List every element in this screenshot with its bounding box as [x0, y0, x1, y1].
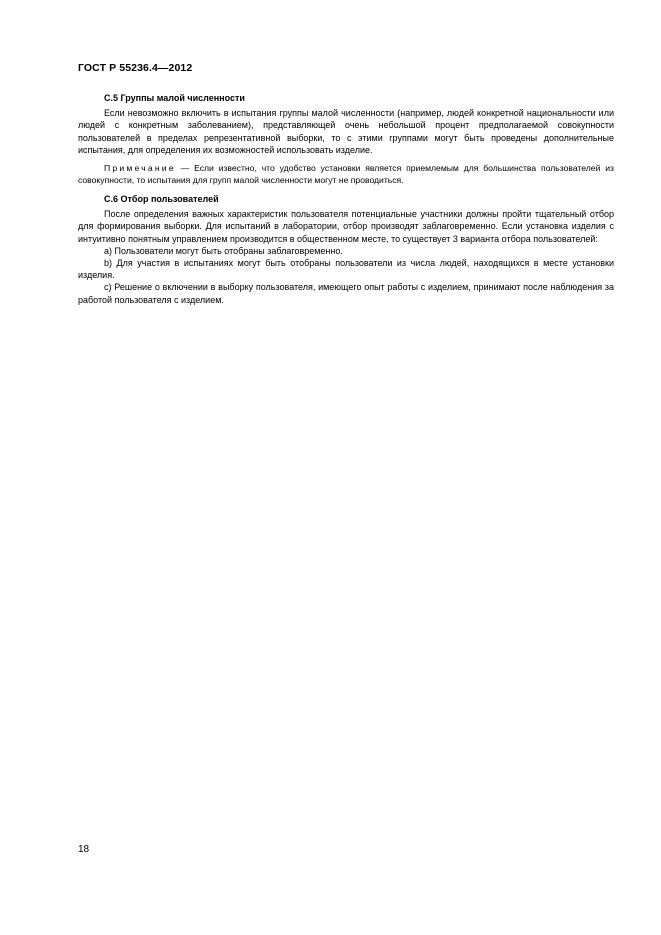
section-c5-paragraph: Если невозможно включить в испытания группы малой численности (например, людей конкретной национальности или людей с конкретным заболеванием), представляющей очень небольшой процент предполагаемой совокупности пользователей в пределах репрезентативной выборки, то с этими группами могут быть проведены дополнительные испытания, для определения их возможностей использовать изделие. — [78, 108, 614, 155]
section-spacer — [78, 186, 614, 193]
page-content — [78, 92, 614, 306]
section-c5-note — [78, 163, 614, 186]
list-item: c) Решение о включении в выборку пользователя, имеющего опыт работы с изделием, принимают после наблюдения за работой пользователя с изделием. — [78, 282, 614, 305]
note-text: — Если известно, что удобство установки является приемлемым для большинства пользователей из совокупности, то испытания для групп малой численности могут не проводиться. — [78, 163, 614, 185]
list-item: b) Для участия в испытаниях могут быть отобраны пользователи из числа людей, находящихся в месте установки изделия. — [78, 258, 614, 281]
note-label: Примечание — [104, 163, 176, 174]
section-c6-paragraph: После определения важных характеристик пользователя потенциальные участники должны пройти тщательный отбор для формирования выборки. Для испытаний в лаборатории, отбор производят заблаговременно. Если установка изделия с интуитивно понятным управлением производится в общественном месте, то существует 3 варианта отбора пользователей: — [78, 209, 614, 244]
document-header: ГОСТ Р 55236.4—2012 — [78, 62, 193, 74]
page-number: 18 — [78, 844, 90, 855]
section-c5-heading: С.5 Группы малой численности — [104, 93, 245, 103]
section-c6-heading: С.6 Отбор пользователей — [104, 194, 219, 205]
list-item: a) Пользователи могут быть отобраны заблаговременно. — [104, 245, 343, 256]
